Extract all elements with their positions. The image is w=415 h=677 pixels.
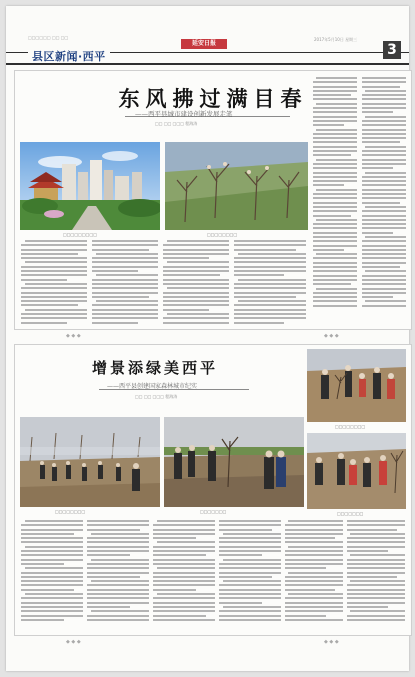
text-column-right <box>313 77 357 309</box>
text-column <box>21 240 87 326</box>
text-column <box>234 240 306 326</box>
photo-group-planting <box>20 417 160 507</box>
article-2 <box>14 344 412 636</box>
section-title: 县区新闻·西平 <box>28 48 110 64</box>
masthead <box>6 6 409 66</box>
photo-caption: □□□□□□□ <box>337 511 364 516</box>
text-column <box>219 520 281 623</box>
article-1-headline: 东风拂过满目春 <box>118 86 308 111</box>
page-number: 3 <box>383 41 401 59</box>
footer-ornament: ◆ ◆ ◆ <box>66 639 81 645</box>
photo-volunteers-planting <box>307 349 406 422</box>
article-1 <box>14 70 412 330</box>
newspaper-brand: 延安日报 <box>181 39 227 49</box>
newspaper-page <box>6 6 409 671</box>
text-column <box>163 240 229 326</box>
text-column <box>21 520 83 623</box>
photo-caption: □□□□□□□□ <box>335 424 366 429</box>
article-1-subhead: ——西平县城市建设创新发展走笔 <box>135 110 233 118</box>
divider-ornament: ◆ ◆ ◆ <box>66 333 81 339</box>
text-column <box>92 240 158 326</box>
photo-caption: □□□□□□□□ <box>55 509 86 514</box>
footer-ornament: ◆ ◆ ◆ <box>324 639 339 645</box>
photo-caption: □□□□□□□□ <box>207 232 238 237</box>
photo-crowd-planting <box>307 433 406 509</box>
photo-caption: □□□□□□□□□ <box>63 232 98 237</box>
text-column-right <box>362 77 406 309</box>
photo-city-skyline <box>20 142 160 230</box>
text-column <box>87 520 149 623</box>
text-column <box>285 520 343 623</box>
masthead-rule-bottom <box>6 63 409 65</box>
text-column <box>347 520 405 623</box>
text-column <box>153 520 215 623</box>
section-divider <box>6 332 409 342</box>
article-2-subhead: ——西平县创建国家森林城市纪实 <box>107 383 198 390</box>
page-footer <box>6 638 409 648</box>
masthead-meta: □□□□□□ □□ □□ <box>28 35 69 40</box>
article-2-byline: □□ □□ □□□ 程海涛 <box>135 394 178 399</box>
article-2-headline: 增景添绿美西平 <box>91 359 218 377</box>
divider-ornament: ◆ ◆ ◆ <box>324 333 339 339</box>
issue-date: 2017年5月10日 星期三 <box>314 37 358 42</box>
photo-caption: □□□□□□□ <box>200 509 227 514</box>
article-1-byline: □□ □□ □□□ 程海涛 <box>155 121 198 126</box>
photo-tree-seedlings <box>165 142 308 230</box>
photo-officials-planting <box>164 417 304 507</box>
